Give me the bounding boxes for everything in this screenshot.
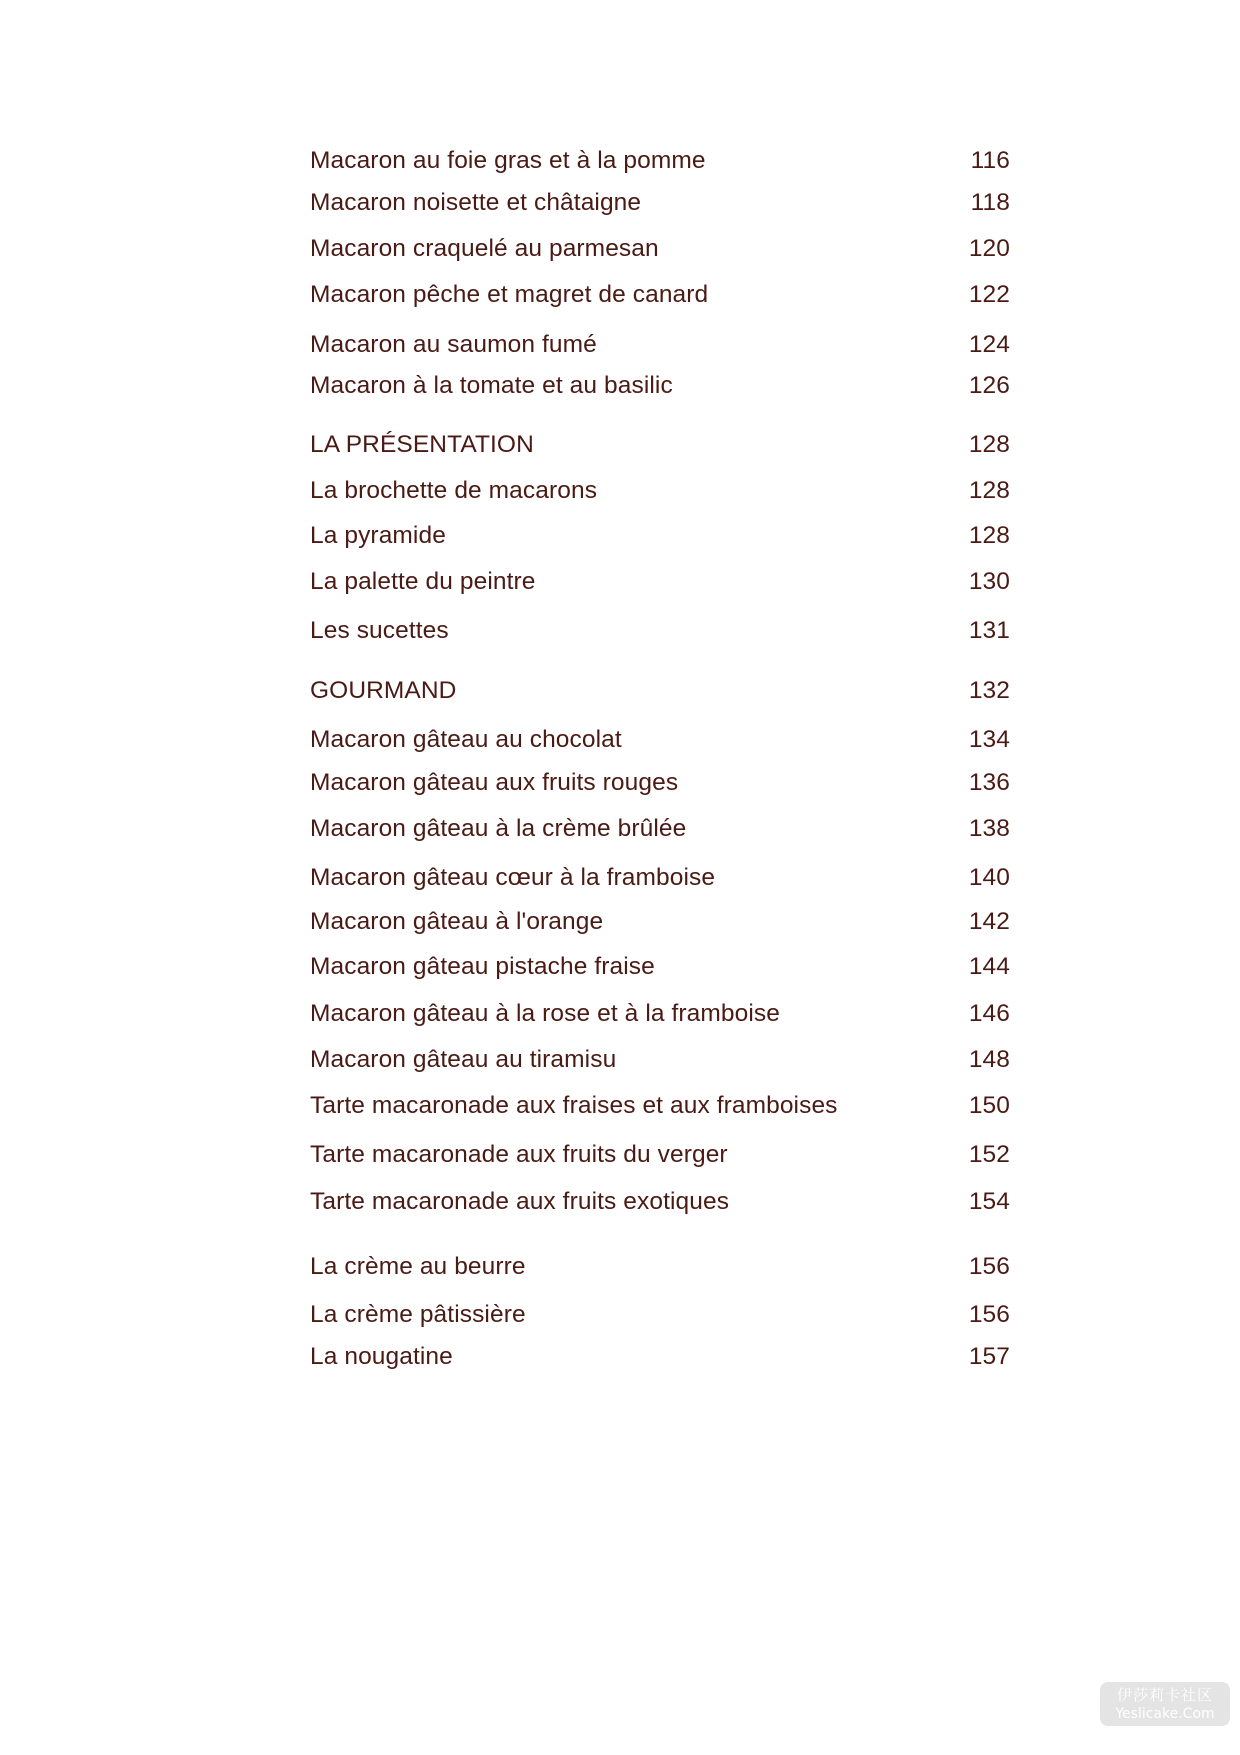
toc-entry-title: Macaron noisette et châtaigne <box>310 189 642 216</box>
toc-entry-page: 122 <box>968 281 1010 308</box>
toc-entry-title: Macaron au foie gras et à la pomme <box>310 147 706 174</box>
watermark-line: 伊莎莉卡社区 <box>1116 1686 1213 1704</box>
toc-entry <box>310 1138 1010 1172</box>
toc-entry <box>310 905 1010 939</box>
toc-entry <box>310 1340 1010 1374</box>
toc-entry-page: 128 <box>968 477 1010 504</box>
toc-entry-page: 152 <box>968 1141 1010 1168</box>
toc-entry-page: 120 <box>968 235 1010 262</box>
toc-entry <box>310 1043 1010 1077</box>
toc-entry-title: La nougatine <box>310 1343 453 1370</box>
toc-entry-page: 156 <box>968 1301 1010 1328</box>
toc-entry-title: Macaron à la tomate et au basilic <box>310 372 673 399</box>
toc-entry <box>310 1250 1010 1284</box>
toc-entry-title: Tarte macaronade aux fraises et aux framboises <box>310 1092 838 1119</box>
toc-entry <box>310 565 1010 599</box>
toc-entry <box>310 186 1010 220</box>
toc-entry <box>310 232 1010 266</box>
toc-entry <box>310 328 1010 362</box>
toc-entry-page: 146 <box>968 1000 1010 1027</box>
toc-entry-page: 156 <box>968 1253 1010 1280</box>
toc-entry-page: 150 <box>968 1092 1010 1119</box>
toc-section-heading <box>310 674 1010 708</box>
toc-entry <box>310 144 1010 178</box>
toc-entry-page: 148 <box>968 1046 1010 1073</box>
toc-entry <box>310 766 1010 800</box>
toc-entry-page: 154 <box>968 1188 1010 1215</box>
watermark-line: Yeslicake.Com <box>1115 1706 1215 1722</box>
toc-entry-title: LA PRÉSENTATION <box>310 431 534 458</box>
toc-entry-page: 157 <box>968 1343 1010 1370</box>
toc-entry-title: Macaron gâteau au tiramisu <box>310 1046 617 1073</box>
toc-section-heading <box>310 428 1010 462</box>
toc-entry <box>310 1298 1010 1332</box>
toc-entry-title: Macaron gâteau à l'orange <box>310 908 604 935</box>
toc-entry <box>310 614 1010 648</box>
toc-entry <box>310 950 1010 984</box>
toc-entry <box>310 519 1010 553</box>
toc-entry-title: La palette du peintre <box>310 568 536 595</box>
watermark-logo <box>1100 1682 1230 1726</box>
toc-entry-page: 136 <box>968 769 1010 796</box>
table-of-contents <box>310 0 1010 1400</box>
toc-entry <box>310 474 1010 508</box>
toc-entry-title: Macaron gâteau pistache fraise <box>310 953 655 980</box>
toc-entry-page: 144 <box>968 953 1010 980</box>
toc-entry-page: 126 <box>968 372 1010 399</box>
toc-entry-page: 142 <box>968 908 1010 935</box>
toc-entry-title: Macaron gâteau à la crème brûlée <box>310 815 687 842</box>
toc-entry <box>310 723 1010 757</box>
toc-entry-title: Macaron gâteau au chocolat <box>310 726 622 753</box>
toc-entry-title: Tarte macaronade aux fruits du verger <box>310 1141 728 1168</box>
toc-entry-page: 138 <box>968 815 1010 842</box>
toc-entry-page: 128 <box>968 431 1010 458</box>
toc-entry-page: 132 <box>968 677 1010 704</box>
toc-entry-title: Macaron gâteau aux fruits rouges <box>310 769 679 796</box>
toc-entry-title: Macaron craquelé au parmesan <box>310 235 659 262</box>
toc-entry-title: Macaron au saumon fumé <box>310 331 597 358</box>
toc-entry-page: 140 <box>968 864 1010 891</box>
toc-entry-title: Tarte macaronade aux fruits exotiques <box>310 1188 730 1215</box>
toc-entry-title: La brochette de macarons <box>310 477 598 504</box>
toc-entry-page: 118 <box>970 189 1010 216</box>
toc-entry-page: 134 <box>968 726 1010 753</box>
toc-entry-page: 131 <box>968 617 1010 644</box>
toc-entry-title: Les sucettes <box>310 617 449 644</box>
toc-entry-page: 124 <box>968 331 1010 358</box>
toc-entry <box>310 278 1010 312</box>
toc-entry <box>310 861 1010 895</box>
toc-entry-title: La crème au beurre <box>310 1253 526 1280</box>
toc-entry <box>310 1089 1010 1123</box>
toc-entry <box>310 812 1010 846</box>
toc-entry-title: La pyramide <box>310 522 446 549</box>
toc-entry-page: 116 <box>970 147 1010 174</box>
toc-entry-title: Macaron gâteau cœur à la framboise <box>310 864 716 891</box>
toc-entry <box>310 369 1010 403</box>
toc-entry-page: 128 <box>968 522 1010 549</box>
toc-entry <box>310 997 1010 1031</box>
toc-entry-title: GOURMAND <box>310 677 457 704</box>
toc-entry <box>310 1185 1010 1219</box>
toc-entry-page: 130 <box>968 568 1010 595</box>
toc-entry-title: La crème pâtissière <box>310 1301 526 1328</box>
toc-entry-title: Macaron gâteau à la rose et à la framboise <box>310 1000 780 1027</box>
toc-entry-title: Macaron pêche et magret de canard <box>310 281 709 308</box>
